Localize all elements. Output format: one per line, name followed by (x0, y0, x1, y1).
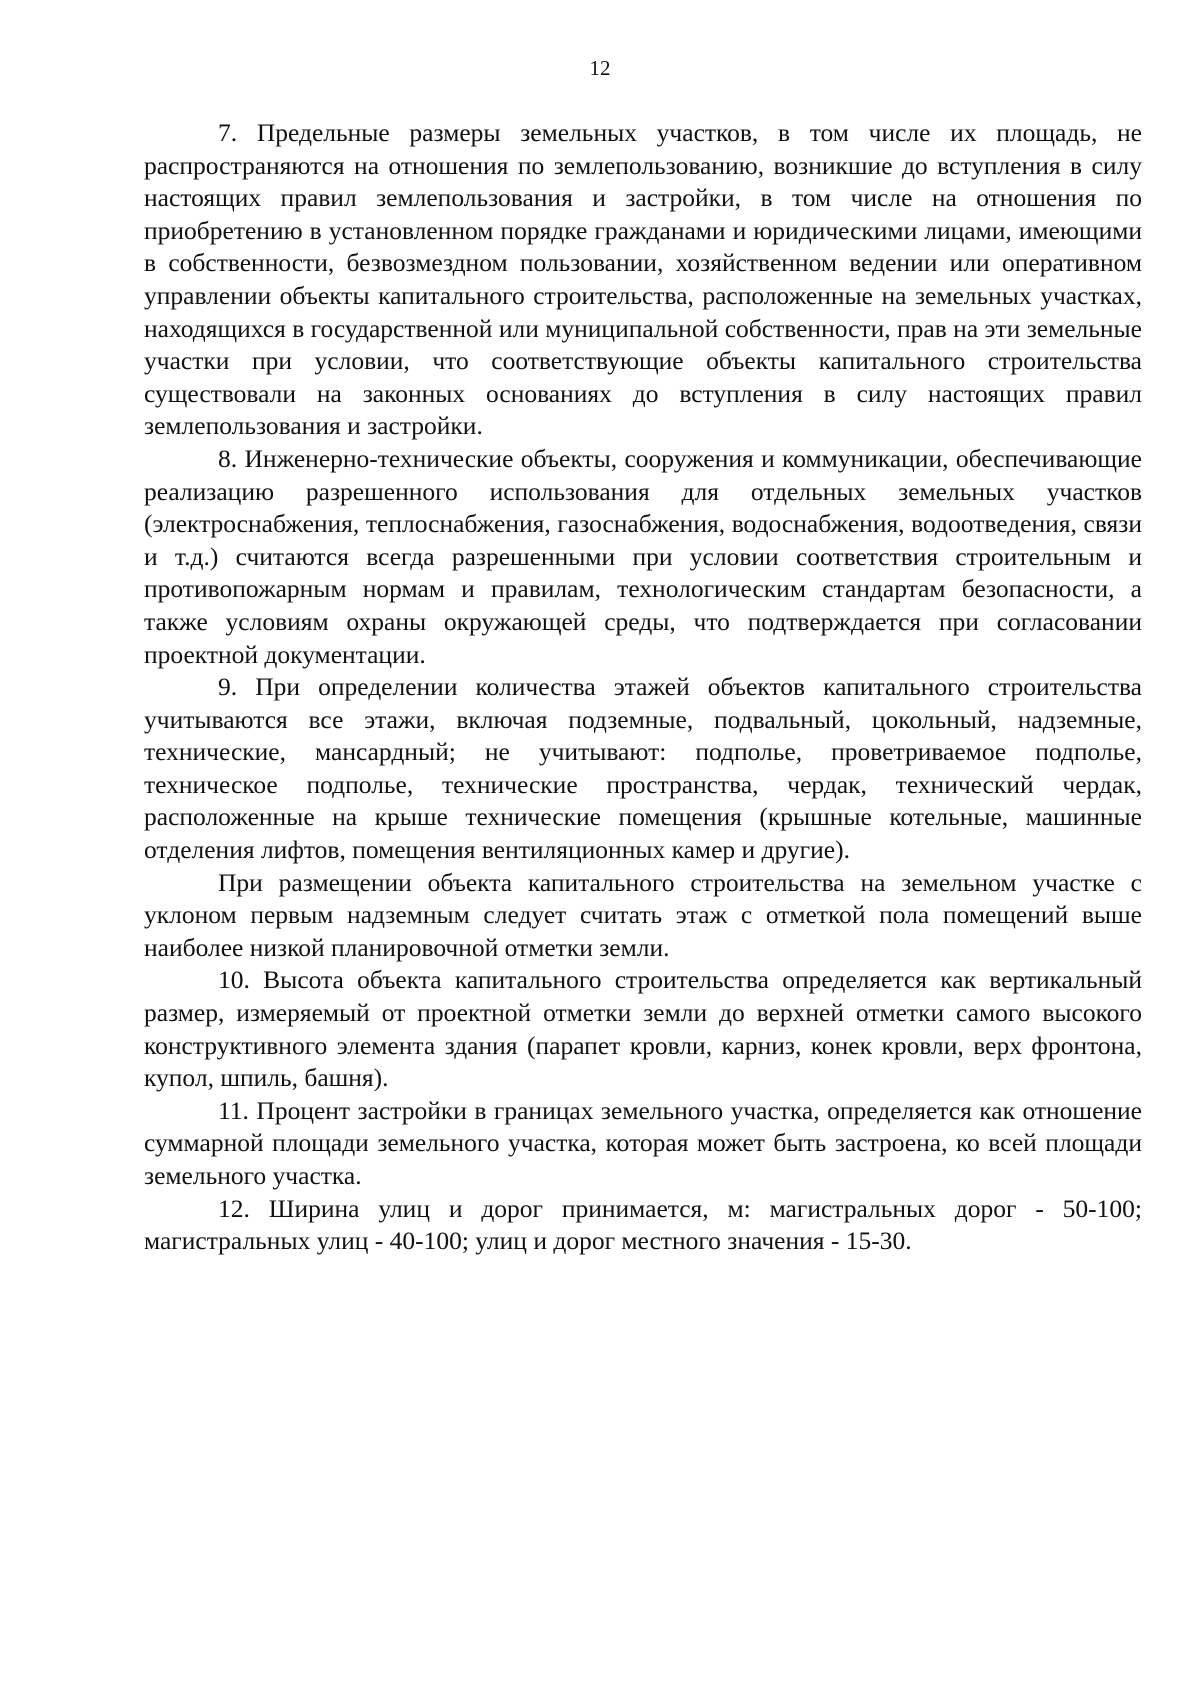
page-number: 12 (589, 56, 611, 80)
paragraph-item-9-continuation: При размещении объекта капитального строительства на земельном участке с уклоном первым надземным следует считать этаж с отметкой пола помещений выше наиболее низкой планировочной отметки земли. (144, 867, 1142, 962)
document-body (144, 117, 1142, 1258)
paragraph-item-8: 8. Инженерно-технические объекты, сооружения и коммуникации, обеспечивающие реализацию разрешенного использования для отдельных земельных участков (электроснабжения, теплоснабжения, газоснабжения, водоснабжения, водоотведения, связи и т.д.) считаются всегда разрешенными при условии соответствия строительным и противопожарным нормам и правилам, технологическим стандартам безопасности, а также условиям охраны окружающей среды, что подтверждается при согласовании проектной документации. (144, 443, 1142, 669)
paragraph-item-7: 7. Предельные размеры земельных участков, в том числе их площадь, не распространяются на отношения по землепользованию, возникшие до вступления в силу настоящих правил землепользования и застройки, в том числе на отношения по приобретению в установленном порядке гражданами и юридическими лицами, имеющими в собственности, безвозмездном пользовании, хозяйственном ведении или оперативном управлении объекты капитального строительства, расположенные на земельных участках, находящихся в государственной или муниципальной собственности, прав на эти земельные участки при условии, что соответствующие объекты капитального строительства существовали на законных основаниях до вступления в силу настоящих правил землепользования и застройки. (144, 118, 1142, 441)
paragraph-item-11: 11. Процент застройки в границах земельного участка, определяется как отношение суммарной площади земельного участка, которая может быть застроена, ко всей площади земельного участка. (144, 1095, 1142, 1190)
paragraph-item-10: 10. Высота объекта капитального строительства определяется как вертикальный размер, измеряемый от проектной отметки земли до верхней отметки самого высокого конструктивного элемента здания (парапет кровли, карниз, конек кровли, верх фронтона, купол, шпиль, башня). (144, 965, 1142, 1093)
paragraph-item-12: 12. Ширина улиц и дорог принимается, м: магистральных дорог - 50-100; магистральных улиц - 40-100; улиц и дорог местного значения - 15-30. (144, 1193, 1142, 1256)
paragraph-item-9: 9. При определении количества этажей объектов капитального строительства учитываются все этажи, включая подземные, подвальный, цокольный, надземные, технические, мансардный; не учитывают: подполье, проветриваемое подполье, техническое подполье, технические пространства, чердак, технический чердак, расположенные на крыше технические помещения (крышные котельные, машинные отделения лифтов, помещения вентиляционных камер и другие). (144, 672, 1142, 865)
